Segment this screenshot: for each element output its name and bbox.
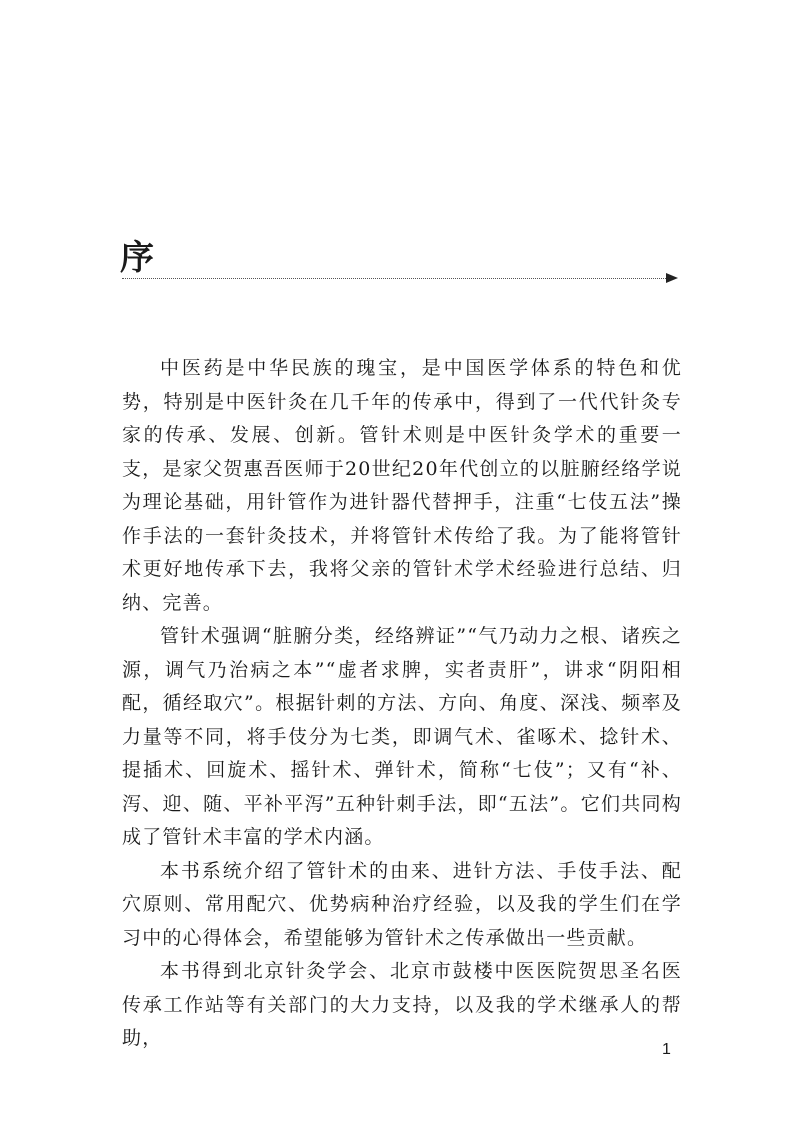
page-title: 序: [120, 238, 154, 278]
arrow-right-icon: [666, 273, 678, 283]
title-dotted-rule: [122, 278, 670, 279]
paragraph: 本书系统介绍了管针术的由来、进针方法、手伎手法、配穴原则、常用配穴、优势病种治疗经验，以及我的学生们在学习中的心得体会，希望能够为管针术之传承做出一些贡献。: [122, 859, 682, 949]
body-text: [122, 352, 682, 1056]
paragraph: 中医药是中华民族的瑰宝，是中国医学体系的特色和优势，特别是中医针灸在几千年的传承中，得到了一代代针灸专家的传承、发展、创新。管针术则是中医针灸学术的重要一支，是家父贺惠吾医师于20世纪20年代创立的以脏腑经络学说为理论基础，用针管作为进针器代替押手，注重“七伎五法”操作手法的一套针灸技术，并将管针术传给了我。为了能将管针术更好地传承下去，我将父亲的管针术学术经验进行总结、归纳、完善。: [122, 357, 682, 614]
paragraph: 管针术强调“脏腑分类，经络辨证”“气乃动力之根、诸疾之源，调气乃治病之本”“虚者求脾，实者责肝”，讲求“阴阳相配，循经取穴”。根据针刺的方法、方向、角度、深浅、频率及力量等不同，将手伎分为七类，即调气术、雀啄术、捻针术、提插术、回旋术、摇针术、弹针术，简称“七伎”；又有“补、泻、迎、随、平补平泻”五种针刺手法，即“五法”。它们共同构成了管针术丰富的学术内涵。: [122, 625, 682, 848]
page-number: 1: [662, 1041, 671, 1058]
paragraph: 本书得到北京针灸学会、北京市鼓楼中医医院贺思圣名医传承工作站等有关部门的大力支持，以及我的学术继承人的帮助，: [122, 960, 682, 1049]
